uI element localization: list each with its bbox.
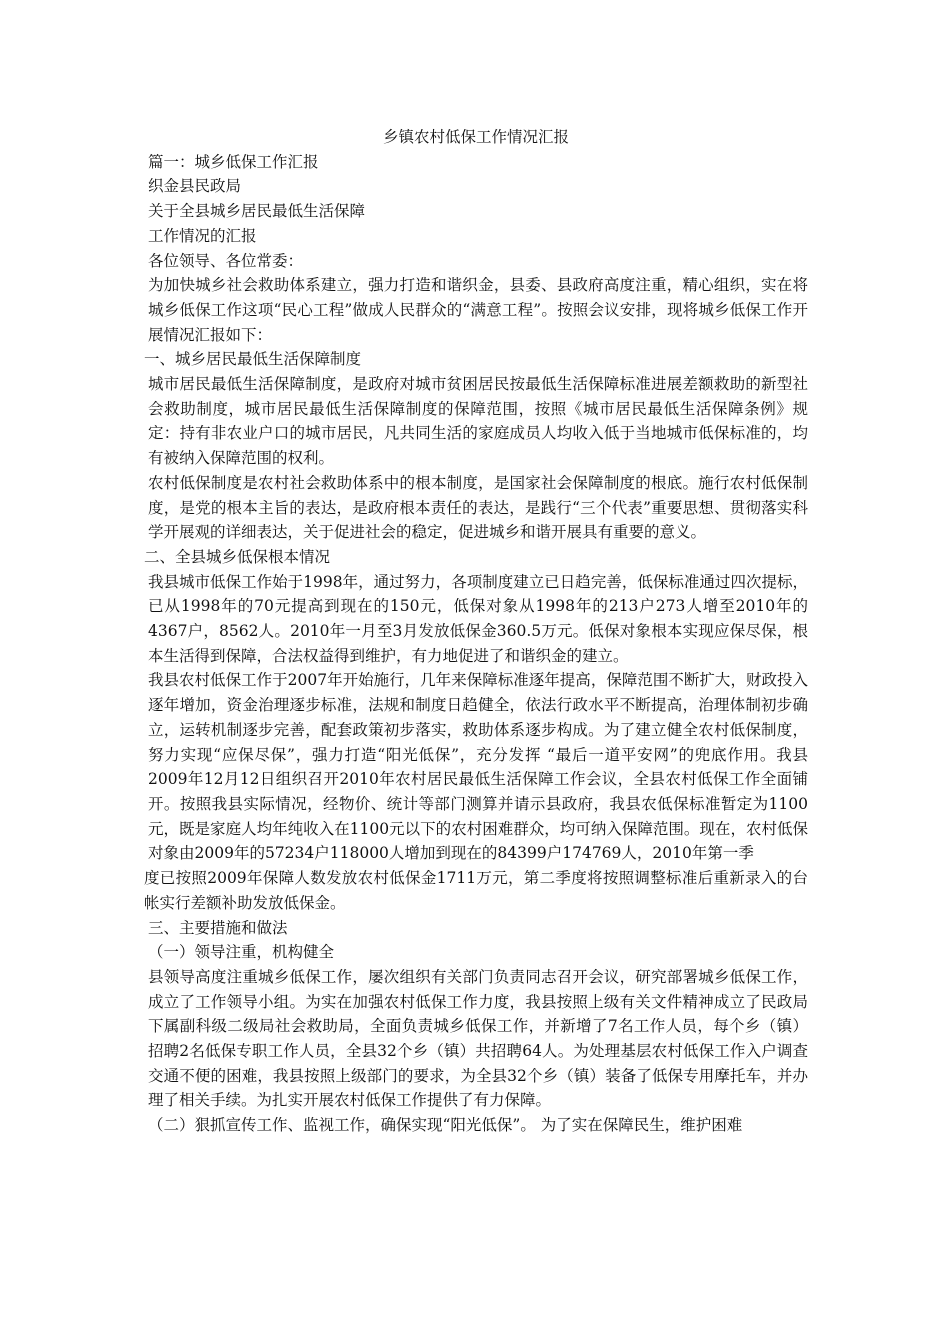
paragraph-rural-status-continued: 度已按照2009年保障人数发放农村低保金1711万元，第二季度将按照调整标准后重新录入的台帐实行差额补助发放低保金。 <box>144 869 808 912</box>
issuer-line: 织金县民政局 <box>148 177 242 196</box>
section-heading-2: 二、全县城乡低保根本情况 <box>144 547 331 566</box>
paragraph-urban-status: 我县城市低保工作始于1998年，通过努力，各项制度建立已日趋完善，低保标准通过四次提标，已从1998年的70元提高到现在的150元，低保对象从1998年的213户273人增至2010年的4367户，8562人。2010年一月至3月发放低保金360.5万元。低保对象根本实现应保尽保，根本生活得到保障，合法权益得到维护，有力地促进了和谐织金的建立。 <box>148 572 808 665</box>
section-heading-1: 一、城乡居民最低生活保障制度 <box>144 350 362 369</box>
paragraph-rural-system: 农村低保制度是农村社会救助体系中的根本制度，是国家社会保障制度的根底。施行农村低保制度，是党的根本主旨的表达，是政府根本责任的表达，是践行“三个代表”重要思想、贯彻落实科学开展观的详细表达，关于促进社会的稳定，促进城乡和谐开展具有重要的意义。 <box>148 473 808 542</box>
salutation-line: 各位领导、各位常委： <box>148 251 304 270</box>
paragraph-leadership: 县领导高度注重城乡低保工作，屡次组织有关部门负责同志召开会议，研究部署城乡低保工作，成立了工作领导小组。为实在加强农村低保工作力度，我县按照上级有关文件精神成立了民政局下属副科级二级局社会救助局，全面负责城乡低保工作，并新增了7名工作人员，每个乡（镇）招聘2名低保专职工作人员，全县32个乡（镇）共招聘64人。为处理基层农村低保工作入户调查交通不便的困难，我县按照上级部门的要求，为全县32个乡（镇）装备了低保专用摩托车，并办理了相关手续。为扎实开展农村低保工作提供了有力保障。 <box>148 967 808 1110</box>
report-subject-line-1: 关于全县城乡居民最低生活保障 <box>148 202 366 221</box>
document-title: 乡镇农村低保工作情况汇报 <box>382 128 569 146</box>
paragraph-intro: 为加快城乡社会救助体系建立，强力打造和谐织金，县委、县政府高度注重，精心组织，实在将城乡低保工作这项“民心工程”做成人民群众的“满意工程”。按照会议安排，现将城乡低保工作开展情况汇报如下： <box>148 276 808 344</box>
report-subject-line-2: 工作情况的汇报 <box>148 226 257 245</box>
section-heading-3: 三、主要措施和做法 <box>148 918 288 937</box>
subsection-heading-2: （二）狠抓宣传工作、监视工作，确保实现“阳光低保”。 为了实在保障民生，维护困难 <box>148 1116 743 1135</box>
document-body <box>144 125 808 1138</box>
heading-part-one: 篇一：城乡低保工作汇报 <box>148 152 319 171</box>
paragraph-rural-status: 我县农村低保工作于2007年开始施行，几年来保障标准逐年提高，保障范围不断扩大，财政投入逐年增加，资金治理逐步标准，法规和制度日趋健全，依法行政水平不断提高，治理体制初步确立，运转机制逐步完善，配套政策初步落实，救助体系逐步构成。为了建立健全农村低保制度，努力实现“应保尽保”，强力打造“阳光低保”，充分发挥 “最后一道平安网”的兜底作用。我县2009年12月12日组织召开2010年农村居民最低生活保障工作会议，全县农村低保工作全面铺开。按照我县实际情况，经物价、统计等部门测算并请示县政府，我县农低保标准暂定为1100元，既是家庭人均年纯收入在1100元以下的农村困难群众，均可纳入保障范围。现在，农村低保对象由2009年的57234户118000人增加到现在的84399户174769人，2010年第一季 <box>148 671 808 863</box>
paragraph-urban-system: 城市居民最低生活保障制度，是政府对城市贫困居民按最低生活保障标准进展差额救助的新型社会救助制度，城市居民最低生活保障制度的保障范围，按照《城市居民最低生活保障条例》规定：持有非农业户口的城市居民，凡共同生活的家庭成员人均收入低于当地城市低保标准的，均有被纳入保障范围的权利。 <box>148 375 808 468</box>
subsection-heading-1: （一）领导注重，机构健全 <box>148 943 335 962</box>
